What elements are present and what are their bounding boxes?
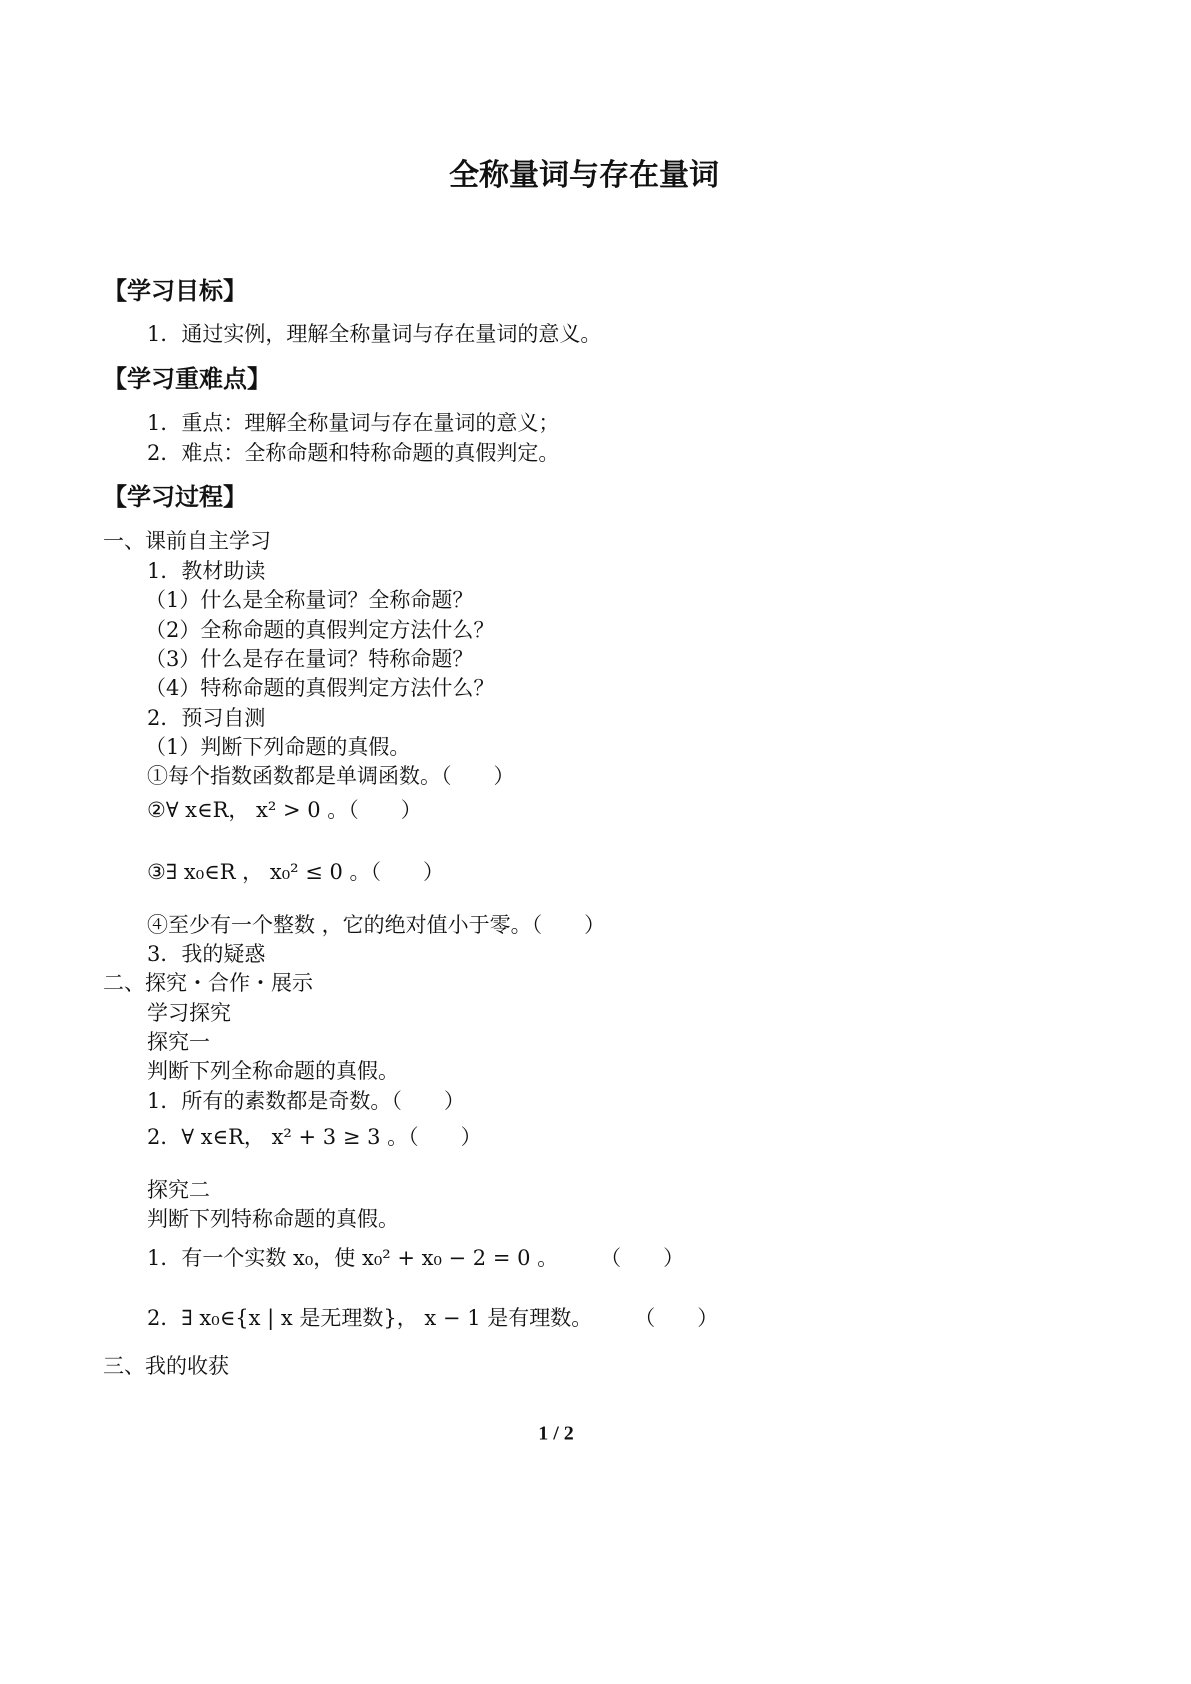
part2-heading: 二、探究・合作・展示 — [103, 971, 313, 995]
selftest-item: ①每个指数函数都是单调函数。（ ） — [147, 764, 515, 788]
explore2-item: 1．有一个实数 x₀，使 x₀² + x₀ − 2 = 0 。 （ ） — [147, 1246, 685, 1270]
explore2-question: 判断下列特称命题的真假。 — [147, 1207, 399, 1231]
part1-heading: 一、课前自主学习 — [103, 529, 271, 553]
section-process: 【学习过程】 — [103, 483, 247, 511]
part3-heading: 三、我的收获 — [103, 1354, 229, 1378]
question-item: （2）全称命题的真假判定方法什么？ — [145, 618, 495, 642]
page-title: 全称量词与存在量词 — [449, 158, 719, 193]
reading-title: 1．教材助读 — [147, 559, 266, 583]
selftest-item: ④至少有一个整数 ，它的绝对值小于零。（ ） — [147, 913, 606, 937]
selftest-title: 2．预习自测 — [147, 706, 266, 730]
doubts-title: 3．我的疑惑 — [147, 942, 266, 966]
explore1-item: 1．所有的素数都是奇数。（ ） — [147, 1089, 465, 1113]
explore1-item: 2．∀ x∈R， x² + 3 ≥ 3 。（ ） — [147, 1125, 482, 1149]
selftest-item: ③∃ x₀∈R ， x₀² ≤ 0 。（ ） — [147, 860, 445, 884]
question-item: （3）什么是存在量词？特称命题？ — [145, 647, 474, 671]
question-item: （4）特称命题的真假判定方法什么？ — [145, 676, 495, 700]
goal-item: 1．通过实例，理解全称量词与存在量词的意义。 — [147, 322, 602, 346]
key-point-item: 2．难点：全称命题和特称命题的真假判定。 — [147, 441, 560, 465]
key-point-item: 1．重点：理解全称量词与存在量词的意义； — [147, 411, 560, 435]
explore1-title: 探究一 — [147, 1030, 210, 1054]
explore2-title: 探究二 — [147, 1178, 210, 1202]
selftest-question: （1）判断下列命题的真假。 — [145, 735, 411, 759]
question-item: （1）什么是全称量词？全称命题？ — [145, 588, 474, 612]
part2-sub: 学习探究 — [147, 1001, 231, 1025]
section-goals: 【学习目标】 — [103, 277, 247, 305]
page-number: 1 / 2 — [538, 1422, 574, 1445]
explore1-question: 判断下列全称命题的真假。 — [147, 1059, 399, 1083]
selftest-item: ②∀ x∈R， x² > 0 。（ ） — [147, 798, 422, 822]
section-key-points: 【学习重难点】 — [103, 365, 271, 393]
explore2-item: 2．∃ x₀∈{x | x 是无理数}， x − 1 是有理数。 （ ） — [147, 1306, 719, 1330]
